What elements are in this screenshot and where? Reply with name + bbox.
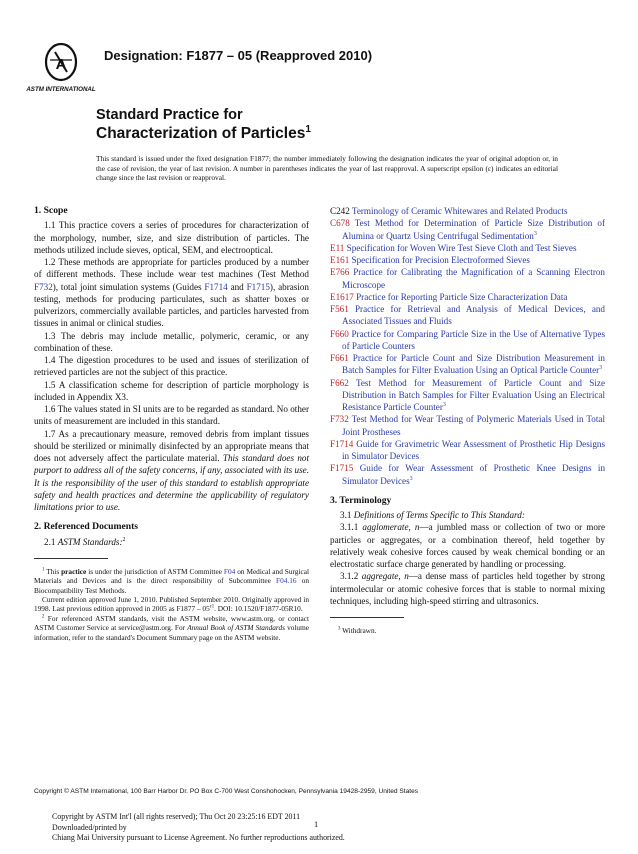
reference-item (330, 242, 605, 254)
terminology-3-1-2: 3.1.2 aggregate, n—a dense mass of particles held together by strong intermolecular or atomic cohesive forces that is stable to normal mixing techniques, including high-speed stirring and ultrasonics. (330, 571, 605, 606)
reference-title[interactable]: Practice for Comparing Particle Size in the Use of Alternative Types of Particle Counters (342, 328, 605, 351)
reference-item (330, 413, 605, 438)
footnote-2: $^2$ For referenced ASTM standards, visit the ASTM website, www.astm.org, or contact ASTM Customer Service at service@astm.org. For Annual Book of ASTM Standards volume information, refer to the standard's Document Summary page on the ASTM website. (34, 613, 309, 642)
reference-title[interactable]: Practice for Reporting Particle Size Characterization Data (356, 291, 568, 302)
title-footnote-mark: 1 (305, 123, 311, 135)
link-f04[interactable]: F04 (223, 566, 236, 576)
footer-license (52, 812, 345, 844)
footnotes-left (34, 567, 309, 642)
reference-title[interactable]: Practice for Particle Count and Size Distribution Measurement in Batch Samples for Filter Evaluation Using an Optical Particle Counter (342, 353, 605, 376)
reference-item (330, 291, 605, 303)
title-line2: Characterization of Particles$^1$ (96, 123, 311, 142)
scope-1-7: 1.7 As a precautionary measure, removed debris from implant tissues should be sterilized or minimally disinfected by an appropriate means that does not adversely affect the particulate material. This standard does not purport to address all of the safety concerns, if any, associated with its use. It is the responsibility of the user of this standard to establish appropriate safety and health practices and determine the applicability of regulatory limitations prior to use. (34, 428, 309, 512)
terminology-3-1-1: 3.1.1 agglomerate, n—a jumbled mass or collection of two or more particles or aggregates, or a combination thereof, held together by relatively weak cohesive forces caused by weak chemical bonding or an electrostatic surface charge generated by handling or processing. (330, 522, 605, 569)
reference-item (330, 205, 605, 217)
reference-title[interactable]: Guide for Wear Assessment of Prosthetic Knee Designs in Simulator Devices (342, 463, 606, 486)
footer-copyright: Copyright © ASTM International, 100 Barr Harbor Dr. PO Box C-700 West Conshohocken, Pennsylvania 19428-2959, United States (34, 788, 419, 795)
footnote-3: $^3$ Withdrawn. (338, 626, 377, 635)
reference-code[interactable]: E1617 (330, 291, 354, 302)
reference-code[interactable]: E766 (330, 267, 350, 278)
license-line-2: Downloaded/printed by (52, 822, 127, 832)
terminology-3-1: 3.1 Definitions of Terms Specific to This Standard: (340, 510, 525, 520)
reference-code[interactable]: F732 (330, 414, 349, 425)
reference-item (330, 462, 605, 487)
left-column (34, 205, 309, 642)
scope-1-4: 1.4 The digestion procedures to be used and issues of sterilization of retrieved particles are not the subject of this practice. (34, 355, 309, 378)
license-line-1: Copyright by ASTM Int'l (all rights reserved); Thu Oct 20 23:25:16 EDT 2011 (52, 812, 301, 821)
svg-text:A: A (55, 56, 67, 73)
right-column (330, 205, 605, 635)
scope-1-1: 1.1 This practice covers a series of procedures for characterization of the morphology, number, size, and size distribution of particles. The methods utilized include sieves, optical, SEM, and electrooptical. (34, 220, 309, 255)
reference-code[interactable]: F561 (330, 304, 349, 314)
logo-text: ASTM INTERNATIONAL (26, 86, 96, 93)
reference-withdrawn-mark: 3 (533, 230, 537, 237)
link-f1715[interactable]: F1715 (246, 281, 270, 292)
reference-code[interactable]: F661 (330, 353, 349, 363)
reference-title[interactable]: Practice for Retrieval and Analysis of Medical Devices, and Associated Tissues and Fluids (342, 304, 605, 327)
reference-code[interactable]: C678 (330, 218, 350, 229)
section-scope-heading: 1. Scope (34, 205, 68, 216)
reference-item (330, 254, 605, 266)
license-line-3: Chiang Mai University pursuant to License Agreement. No further reproductions authorized. (52, 833, 345, 842)
reference-code[interactable]: E11 (330, 242, 345, 253)
reference-code[interactable]: F660 (330, 328, 349, 339)
reference-code[interactable]: F1715 (330, 463, 354, 474)
referenced-2-1: 2.1 ASTM Standards:$^2$ (44, 536, 126, 547)
reference-code[interactable]: E161 (330, 255, 350, 265)
reference-title[interactable]: Terminology of Ceramic Whitewares and Related Products (351, 206, 568, 216)
link-f1714[interactable]: F1714 (204, 281, 228, 292)
section-referenced-heading: 2. Referenced Documents (34, 521, 138, 533)
page-number: 1 (314, 820, 319, 829)
scope-1-3: 1.3 The debris may include metallic, polymeric, ceramic, or any combination of these. (34, 330, 309, 353)
reference-code[interactable]: C242 (330, 206, 350, 216)
reference-item (330, 377, 605, 414)
reference-title[interactable]: Test Method for Determination of Particle Size Distribution of Alumina or Quartz Using Centrifugal Sedimentation (342, 218, 605, 241)
reference-withdrawn-mark: 3 (409, 475, 413, 482)
reference-item (330, 328, 605, 353)
reference-item (330, 438, 605, 463)
footnote-1: $^1$ This practice is under the jurisdiction of ASTM Committee F04 on Medical and Surgical Materials and Devices and is the direct responsibility of Subcommittee F04.16 on Biocompatibility Test Methods. (34, 566, 309, 595)
scope-1-6: 1.6 The values stated in SI units are to be regarded as standard. No other units of measurement are included in this standard. (34, 404, 309, 427)
designation: Designation: F1877 – 05 (Reapproved 2010) (104, 48, 373, 63)
scope-1-5: 1.5 A classification scheme for description of particle morphology is included in Appendix X3. (34, 379, 309, 402)
scope-1-2: 1.2 These methods are appropriate for particles produced by a number of different methods. These include wear test machines (Test Method F732), total joint simulation systems (Guides F1714 and F1715), abrasion testing, methods for producing particulates, such as shatter boxes or pulverizors, commercially available particles, and particles harvested from tissues in animal or clinical studies. (34, 257, 309, 329)
reference-withdrawn-mark: 3 (599, 365, 603, 372)
reference-title[interactable]: Guide for Gravimetric Wear Assessment of Prosthetic Hip Designs in Simulator Devices (342, 438, 605, 461)
title-line1: Standard Practice for (96, 107, 243, 123)
astm-logo (26, 42, 96, 94)
reference-item (330, 266, 605, 291)
reference-title[interactable]: Specification for Precision Electroformed Sieves (351, 255, 530, 265)
link-f04-16[interactable]: F04.16 (276, 576, 297, 586)
reference-list (330, 205, 605, 487)
reference-title[interactable]: Specification for Woven Wire Test Sieve Cloth and Test Sieves (346, 242, 577, 253)
reference-item (330, 303, 605, 328)
reference-withdrawn-mark: 3 (442, 401, 446, 408)
reference-title[interactable]: Test Method for Wear Testing of Polymeric Materials Used in Total Joint Prostheses (342, 414, 605, 437)
footnotes-right (330, 626, 605, 635)
reference-code[interactable]: F1714 (330, 438, 354, 449)
document-title (96, 106, 311, 143)
footnote-divider-right (330, 617, 404, 618)
reference-code[interactable]: F662 (330, 377, 349, 388)
reference-item (330, 217, 605, 242)
link-f732[interactable]: F732 (34, 281, 53, 292)
footnote-divider (34, 558, 108, 559)
reference-title[interactable]: Test Method for Measurement of Particle Count and Size Distribution in Batch Samples for Filter Evaluation Using an Electrical Resistance Particle Counter (342, 377, 605, 412)
designation-notice: This standard is issued under the fixed designation F1877; the number immediately following the designation indicates the year of original adoption or, in the case of revision, the year of last revision. A number in parentheses indicates the year of last reapproval. A superscript epsilon (ε) indicates an editorial change since the last revision or reapproval. (96, 154, 558, 183)
reference-title[interactable]: Practice for Calibrating the Magnification of a Scanning Electron Microscope (342, 267, 605, 290)
section-terminology-heading: 3. Terminology (330, 494, 392, 506)
reference-item (330, 352, 605, 377)
footnote-1-edition: Current edition approved June 1, 2010. Published September 2010. Originally approved in 1998. Last previous edition approved in 2005 as $F1877 - 05^{\varepsilon 1}$. DOI: 10.1520/F1877-05R10. (34, 594, 309, 614)
